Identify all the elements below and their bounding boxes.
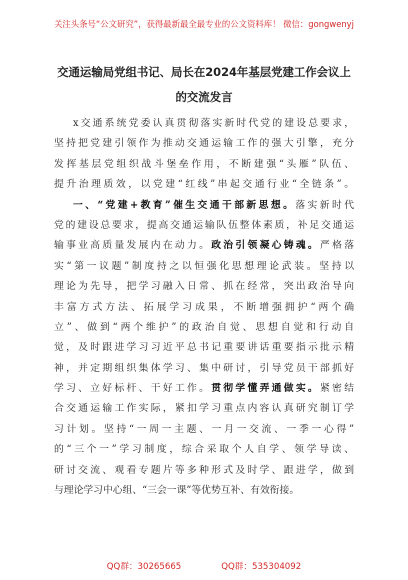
text-run: 神，并定期组织集体学习、集中研讨，引导党员干部抓好: [54, 362, 354, 374]
body-line: [54, 134, 354, 154]
text-run: 丰富方式方法、拓展学习成果，不断增强拥护“两个确: [54, 301, 354, 313]
text-run: 实“第一议题”制度持之以恒强化思想理论武装。坚持以: [54, 260, 354, 272]
document-title-line-1: 交通运输局党组书记、局长在2024年基层党建工作会议上: [57, 65, 351, 79]
bold-subheading: 贯彻学懂弄通做实。: [211, 383, 321, 395]
body-line: [54, 196, 354, 216]
footer-qq-group-1: QQ群：30265665: [106, 562, 182, 572]
body-line: [54, 155, 354, 175]
text-run: 与理论学习中心组、“三会一课”等优势互补、有效衔接。: [54, 485, 300, 497]
text-run: 发挥基层党组织战斗堡垒作用，不断建强“头雁”队伍、: [54, 158, 354, 170]
text-run: 学习、立好标杆、干好工作。: [54, 383, 212, 395]
text-run: 觉，及时跟进学习习近平总书记重要讲话重要指示批示精: [54, 342, 354, 354]
text-run: 输事业高质量发展内在动力。: [54, 240, 212, 252]
body-line: [54, 399, 354, 419]
text-run: 理论为先导，把学习融入日常、抓在经常，突出政治导向: [54, 281, 354, 293]
body-line: [54, 359, 354, 379]
text-run: 严格落: [320, 240, 354, 252]
document-title-line-2: 的交流发言: [175, 90, 233, 104]
body-line: [54, 114, 354, 134]
document-body: [54, 114, 354, 501]
body-line: [54, 318, 354, 338]
body-line: [54, 216, 354, 236]
footer-qq-group-2: QQ群：535304092: [221, 562, 302, 572]
body-line: [54, 379, 354, 399]
text-run: 研讨交流、观看专题片等多种形式及时学、跟进学，做到: [54, 464, 354, 476]
body-line: [54, 461, 354, 481]
text-run: 合交通运输工作实际，紧扣学习重点内容认真研究制订学: [54, 403, 354, 415]
text-run: 的“三个一”学习制度，综合采取个人自学、领学导读、: [54, 444, 354, 456]
bold-subheading: 政治引领凝心铸魂。: [211, 240, 321, 252]
body-line: [54, 236, 354, 256]
footer: [0, 560, 408, 572]
body-line: [54, 338, 354, 358]
body-line: [54, 420, 354, 440]
text-run: 提升治理质效，以党建“红线”串起交通行业“全链条”。: [54, 179, 354, 191]
text-run: 党的建设总要求，提高交通运输队伍整体素质，补足交通运: [54, 219, 354, 231]
body-line: [54, 257, 354, 277]
text-run: 落实新时代: [295, 199, 354, 211]
body-line: [54, 481, 354, 501]
section-heading: 一、“党建+教育”催生交通干部新思想。: [73, 199, 296, 211]
header-banner: 关注头条号“公文研究”，获得最新最全最专业的公文资料库！ 微信：gongwenyj: [54, 19, 354, 29]
body-line: [54, 175, 354, 195]
body-line: [54, 298, 354, 318]
text-run: 坚持把党建引领作为推动交通运输工作的强大引擎，充分: [54, 138, 354, 150]
body-line: [54, 440, 354, 460]
body-line: [54, 277, 354, 297]
text-run: 立”、做到“两个维护”的政治自觉、思想自觉和行动自: [54, 321, 354, 333]
text-run: 紧密结: [320, 383, 354, 395]
text-run: 习计划。坚持“一周一主题、一月一交流、一季一心得”: [54, 423, 354, 435]
text-run: x交通系统党委认真贯彻落实新时代党的建设总要求，: [73, 118, 354, 129]
